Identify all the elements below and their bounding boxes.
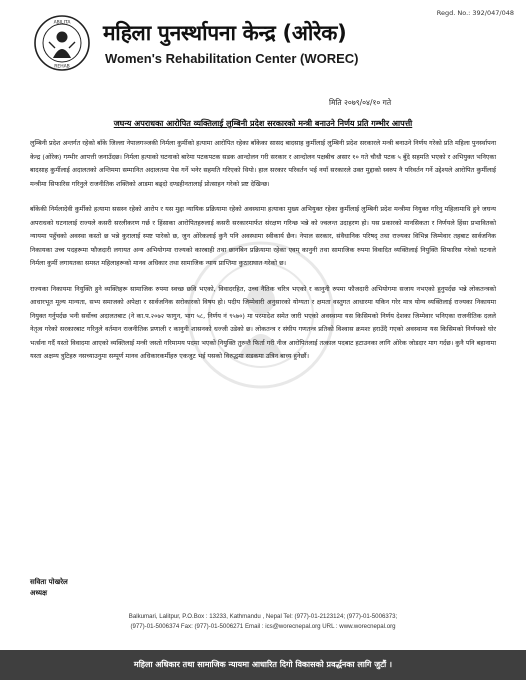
footer-address-line: Balkumari, Lalitpur, P.O.Box : 13233, Kathmandu , Nepal Tel: (977)-01-2123124; (977)-01-5006373; <box>128 613 398 620</box>
body-paragraph: बाँकेकी निर्मलादेवी कुर्मीको हत्यामा ससस्न रहेको आरोप र यस मुद्दा न्यायिक प्रक्रियामा रहेको अवस्थामा हत्याका मुख्य अभियुक्त रहेका कुर्मीलाई लुम्बिनी प्रदेश मन्त्रीमा नियुक्त गरिनु महिलामाथि हुने जघन्य अपराधको घटनालाई राज्यले कसरी सरलीकरण गर्छ र हिंसाका आरोपितहरुलाई कसरी सरकारमार्फत संरक्षण गरिन्छ भन्ने को ज्वलन्त उदाहरण हो। यस प्रकारको मानसिकता र निर्णयले हिंसा प्रभावितको न्यायमा पहुँचको अवस्था कस्तो छ भन्ने कुरालाई स्पष्ट पारेको छ, जुन ओरेकलाई कुनै पनि अवस्थामा स्वीकार्य छैन। नेपाल सरकार, संवैधानिक परिषद् तथा राज्यका विभिन्न जिम्मेवार तहबाट सार्वजनिक निकायका उच्च पदहरूमा फौजदारी लगायत अन्य अभियोगमा राज्यको कारबाही तथा छानबिन प्रक्रियामा रहेका एवम् कानुनी तथा सामाजिक रुपमा विवादित व्यक्तिलाई नियुक्ति सिफारिस गरेको घटनाले निर्मला कुर्मी लगायतका समस्त महिलाहरूको मानव अधिकार तथा सामाजिक न्याय प्राप्तिमा कुठाराघात गरेको छ। <box>30 205 496 267</box>
registration-number: Regd. No.: 392/047/048 <box>436 9 514 17</box>
footer-address <box>30 612 496 631</box>
letter-date: मिति २०७९/०४/१० गते <box>329 98 392 107</box>
logo-text-top: ABILITA <box>53 20 71 26</box>
signatory-title: अध्यक्ष <box>30 589 48 597</box>
body-paragraph: लुम्बिनी प्रदेश अन्तर्गत रहेको बाँके जिल्ला नेपालगञ्जकी निर्मला कुर्मीको हत्यामा आरोपित रहेका बाँकेका सासद बादसाह कुर्मीलाई लुम्बिनी प्रदेश सरकारले मन्त्री बनाउने निर्णय गरेको प्रति महिला पुनर्स्थापना केन्द्र (ओरेक) गम्भीर आपत्ती जनाउँदछ। निर्मला हत्याको घटनाको बारेमा पटकपटक सडक आन्दोलन गरी सरकार र आन्दोलन पक्षबीच असार १० गते चौधौ पटक ५ बुँदे सहमति भएको र अभियुक्त भनिएका बादसाह कुर्मीलाई अदालतको अन्तिममा सम्मानित अदालतमा पेस गर्ने भनेर सहमति गरिएको थियो। हाल सरकार परिवर्तन भई नयाँ सरकारले उक्त मुद्दाको स्वरुप नै परिवर्तन गर्ने उद्देश्यले आरोपित कुर्मीलाई मन्त्रीमा सिफारिस गरिनुले राजनीतिक शक्तिको आडमा बढ्दो दण्डहीनतालाई प्रोत्साहन गरेको प्रष्ट देखिन्छ। <box>30 139 496 188</box>
letter-subject: जघन्य अपराधका आरोपित व्यक्तिलाई लुम्बिनी प्रदेश सरकारको मन्त्री बनाउने निर्णय प्रति गम्भीर आपत्ती <box>113 119 413 128</box>
body-paragraph: राज्यका निकायमा नियुक्ति हुने व्यक्तिहरू सामाजिक रुपमा स्वच्छ छवि भएको, विवादरहित, उच्च नैतिक चरित्र भएको र कानुनी रुपमा फौजदारी अभियोगमा सजाय नभएको हुनुपर्दछ भन्ने लोकतन्त्रको आधारभूत मूल्य मान्यता, सभ्य समाजको अपेक्षा र सार्वजनिक सरोकारको विषय हो। पदीय जिम्मेवारी अनुसारको योग्यता र क्षमता वस्तुगत आधारमा यकिन गरेर मात्र योग्य व्यक्तिलाई राज्यका निकायमा नियुक्त गर्नुपर्दछ भनी सर्वोच्च अदालतबाट (ने का.प.२०७२ फागुन, भाग ५८, निर्णय नं ९५७०) मा परमादेश समेत जारी भएको अवस्थामा यस किसिमको निर्णय देशका जिम्मेवार भनिएका राजनीतिक दलले नेतृत्व गरेको सरकारबाट गरिनुले वर्तमान राजनीतिक प्रणाली र कानुनी शासनको धज्जी उडेको छ। लोकतन्त्र र संघीय गणतन्त्र प्रतिको विश्वास क्रमशः हराउँदै गएको अवस्थामा यस किसिमको निर्णयको घोर भर्त्सना गर्दै यस्तो विवादमा आएको व्यक्तिलाई मन्त्री जस्तो गरिमामय पदमा भएको नियुक्ति तुरुन्तै फिर्ता गरी नीज आरोपितलाई तत्काल पदबाट हटाउनका लागि ओरेक जोडदार माग गर्दछ। कुनै पनि बहानामा यस्ता अक्षम्य त्रुटिहरु नसच्याउनुमा सम्पूर्ण मानव अधिकारकर्मीहरु एकजुट भई यसको विरुद्धमा सडकमा उत्रिन बाध्य हुनेछौं। <box>30 284 496 360</box>
signatory-name: सविता पोखरेल <box>30 578 68 586</box>
logo-text-bottom: REHAB <box>54 64 70 70</box>
org-name-english: Women's Rehabilitation Center (WOREC) <box>105 51 359 66</box>
letter-body <box>30 137 496 376</box>
worec-logo <box>33 14 91 72</box>
org-name-nepali: महिला पुनर्स्थापना केन्द्र (ओरेक) <box>103 21 347 45</box>
signature-block <box>30 577 68 599</box>
footer-contact-line: (977)-01-5006374 Fax: (977)-01-5006271 Email : ics@worecnepal.org URL : www.worecnepal.org <box>130 622 396 630</box>
worec-logo-woman-emblem-icon <box>33 14 91 72</box>
footer-slogan: महिला अधिकार तथा सामाजिक न्यायमा आधारित दिगो विकासको प्रवर्द्धनका लागि जुटौं । <box>0 650 526 680</box>
